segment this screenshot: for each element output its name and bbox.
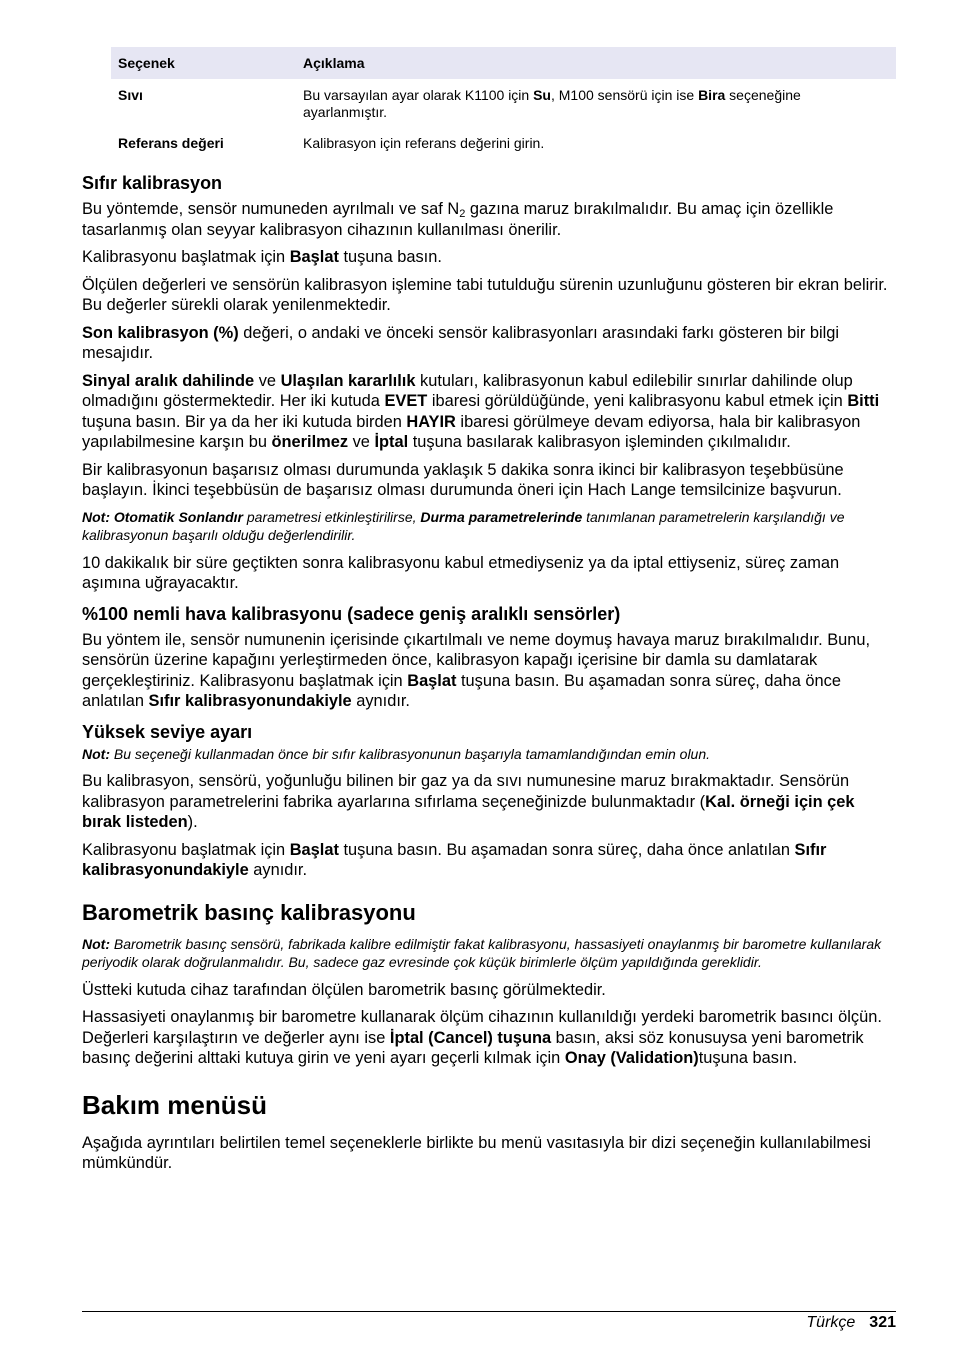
paragraph: Kalibrasyonu başlatmak için Başlat tuşuna basın. <box>82 248 442 266</box>
note: Not: Barometrik basınç sensörü, fabrikada kalibre edilmiştir fakat kalibrasyonu, hassasiyeti onaylanmış bir barometre kullanılarak periyodik olarak doğrulanmalıdır. Bu, sadece gaz evresinde çok küçük birimlerle ölçüm yapıldığında gereklidir. <box>82 935 882 970</box>
paragraph: Ölçülen değerleri ve sensörün kalibrasyon işlemine tabi tutulduğu sürenin uzunluğunu gösteren bir ekran belirir. Bu değerler sürekli olarak yenilenmektedir. <box>82 275 888 314</box>
paragraph: Bir kalibrasyonun başarısız olması durumunda yaklaşık 5 dakika sonra ikinci bir kalibrasyon teşebbüsüne başlayın. İkinci teşebbüsün de başarısız olması durumunda öneri için Hach Lange temsilcinize başvurun. <box>82 460 844 499</box>
paragraph: Bu yöntem ile, sensör numunenin içerisinde çıkartılmalı ve neme doymuş havaya maruz bırakılmalıdır. Bunu, sensörün üzerine kapağını yerleştirmeden önce, kalibrasyon kapağı içerisine bir damla su damlatarak gerçekleştiriniz. Kalibrasyonu başlatmak için Başlat tuşuna basın. Bu aşamadan sonra süreç, daha önce anlatılan Sıfır kalibrasyonundakiyle aynıdır. <box>82 630 871 710</box>
paragraph: Sinyal aralık dahilinde ve Ulaşılan kararlılık kutuları, kalibrasyonun kabul edilebilir sınırlar dahilinde olup olmadığını göstermektedir. Her iki kutuda EVET ibaresi görüldüğünde, yeni kalibrasyonu kabul etmek için Bitti tuşuna basın. Bir ya da her iki kutuda birden HAYIR ibaresi görülmeye devam ediyorsa, hala bir kalibrasyon yapılabilmesine karşın bu önerilmez ve İptal tuşuna basılarak kalibrasyon işleminden çıkılmalıdır. <box>82 371 880 451</box>
paragraph: Aşağıda ayrıntıları belirtilen temel seçeneklerle birlikte bu menü vasıtasıyla bir dizi seçeneğin kullanılabilmesi mümkündür. <box>82 1133 871 1172</box>
table-cell-key: Sıvı <box>118 87 143 103</box>
paragraph: Kalibrasyonu başlatmak için Başlat tuşuna basın. Bu aşamadan sonra süreç, daha önce anlatılan Sıfır kalibrasyonundakiyle aynıdır. <box>82 840 827 879</box>
section-title-barometric-calibration: Barometrik basınç kalibrasyonu <box>82 899 416 925</box>
section-title-maintenance-menu: Bakım menüsü <box>82 1089 267 1120</box>
table-header-description: Açıklama <box>296 47 896 79</box>
table-header-row <box>111 47 896 79</box>
footer-language: Türkçe <box>806 1314 856 1331</box>
paragraph: Hassasiyeti onaylanmış bir barometre kullanarak ölçüm cihazının kullanıldığı yerdeki barometrik basıncı ölçün. Değerleri karşılaştırın ve değerler aynı ise İptal (Cancel) tuşuna basın, aksi söz konusuysa yeni barometrik basınç değerini alttaki kutuya girin ve yeni ayarı geçerli kılmak için Onay (Validation)tuşuna basın. <box>82 1008 882 1067</box>
page-footer <box>82 1311 896 1331</box>
page-content <box>82 47 896 1174</box>
paragraph: Bu kalibrasyon, sensörü, yoğunluğu bilinen bir gaz ya da sıvı numunesine maruz bırakmaktadır. Sensörün kalibrasyon parametrelerini fabrika ayarlarına sıfırlama seçeneğinizde bulunmaktadır (Kal. örneği için çek bırak listeden). <box>82 772 855 831</box>
table-row <box>111 79 896 127</box>
paragraph: 10 dakikalık bir süre geçtikten sonra kalibrasyonu kabul etmediyseniz ya da iptal ettiyseniz, süreç zaman aşımına uğrayacaktır. <box>82 553 840 592</box>
table-cell-key: Referans değeri <box>118 135 224 151</box>
page-number: 321 <box>869 1314 896 1331</box>
paragraph: Üstteki kutuda cihaz tarafından ölçülen barometrik basınç görülmektedir. <box>82 980 606 999</box>
paragraph: Son kalibrasyon (%) değeri, o andaki ve önceki sensör kalibrasyonları arasındaki farkı gösteren bir bilgi mesajıdır. <box>82 323 840 362</box>
table-cell-desc: Kalibrasyon için referans değerini girin. <box>303 135 545 151</box>
paragraph: Bu yöntemde, sensör numuneden ayrılmalı ve saf $N_2$ gazına maruz bırakılmalıdır. Bu amaç için özellikle tasarlanmış olan seyyar kalibrasyon cihazının kullanılması önerilir. <box>82 200 834 239</box>
section-title-high-level-setting: Yüksek seviye ayarı <box>82 721 253 742</box>
note: Not: Otomatik Sonlandır parametresi etkinleştirilirse, Durma parametrelerinde tanımlanan parametrelerin karşılandığı ve kalibrasyonun başarılı olduğu değerlendirilir. <box>82 508 845 543</box>
table-row <box>111 127 896 158</box>
section-title-humid-air-calibration: %100 nemli hava kalibrasyonu (sadece geniş aralıklı sensörler) <box>82 603 621 624</box>
table-header-option: Seçenek <box>111 47 296 79</box>
section-title-zero-calibration: Sıfır kalibrasyon <box>82 173 223 193</box>
table-cell-desc: Bu varsayılan ayar olarak K1100 için Su, M100 sensörü için ise Bira seçeneğine ayarlanmıştır. <box>303 87 801 120</box>
options-table <box>111 47 896 158</box>
note: Not: Bu seçeneği kullanmadan önce bir sıfır kalibrasyonunun başarıyla tamamlandığından emin olun. <box>82 745 711 762</box>
